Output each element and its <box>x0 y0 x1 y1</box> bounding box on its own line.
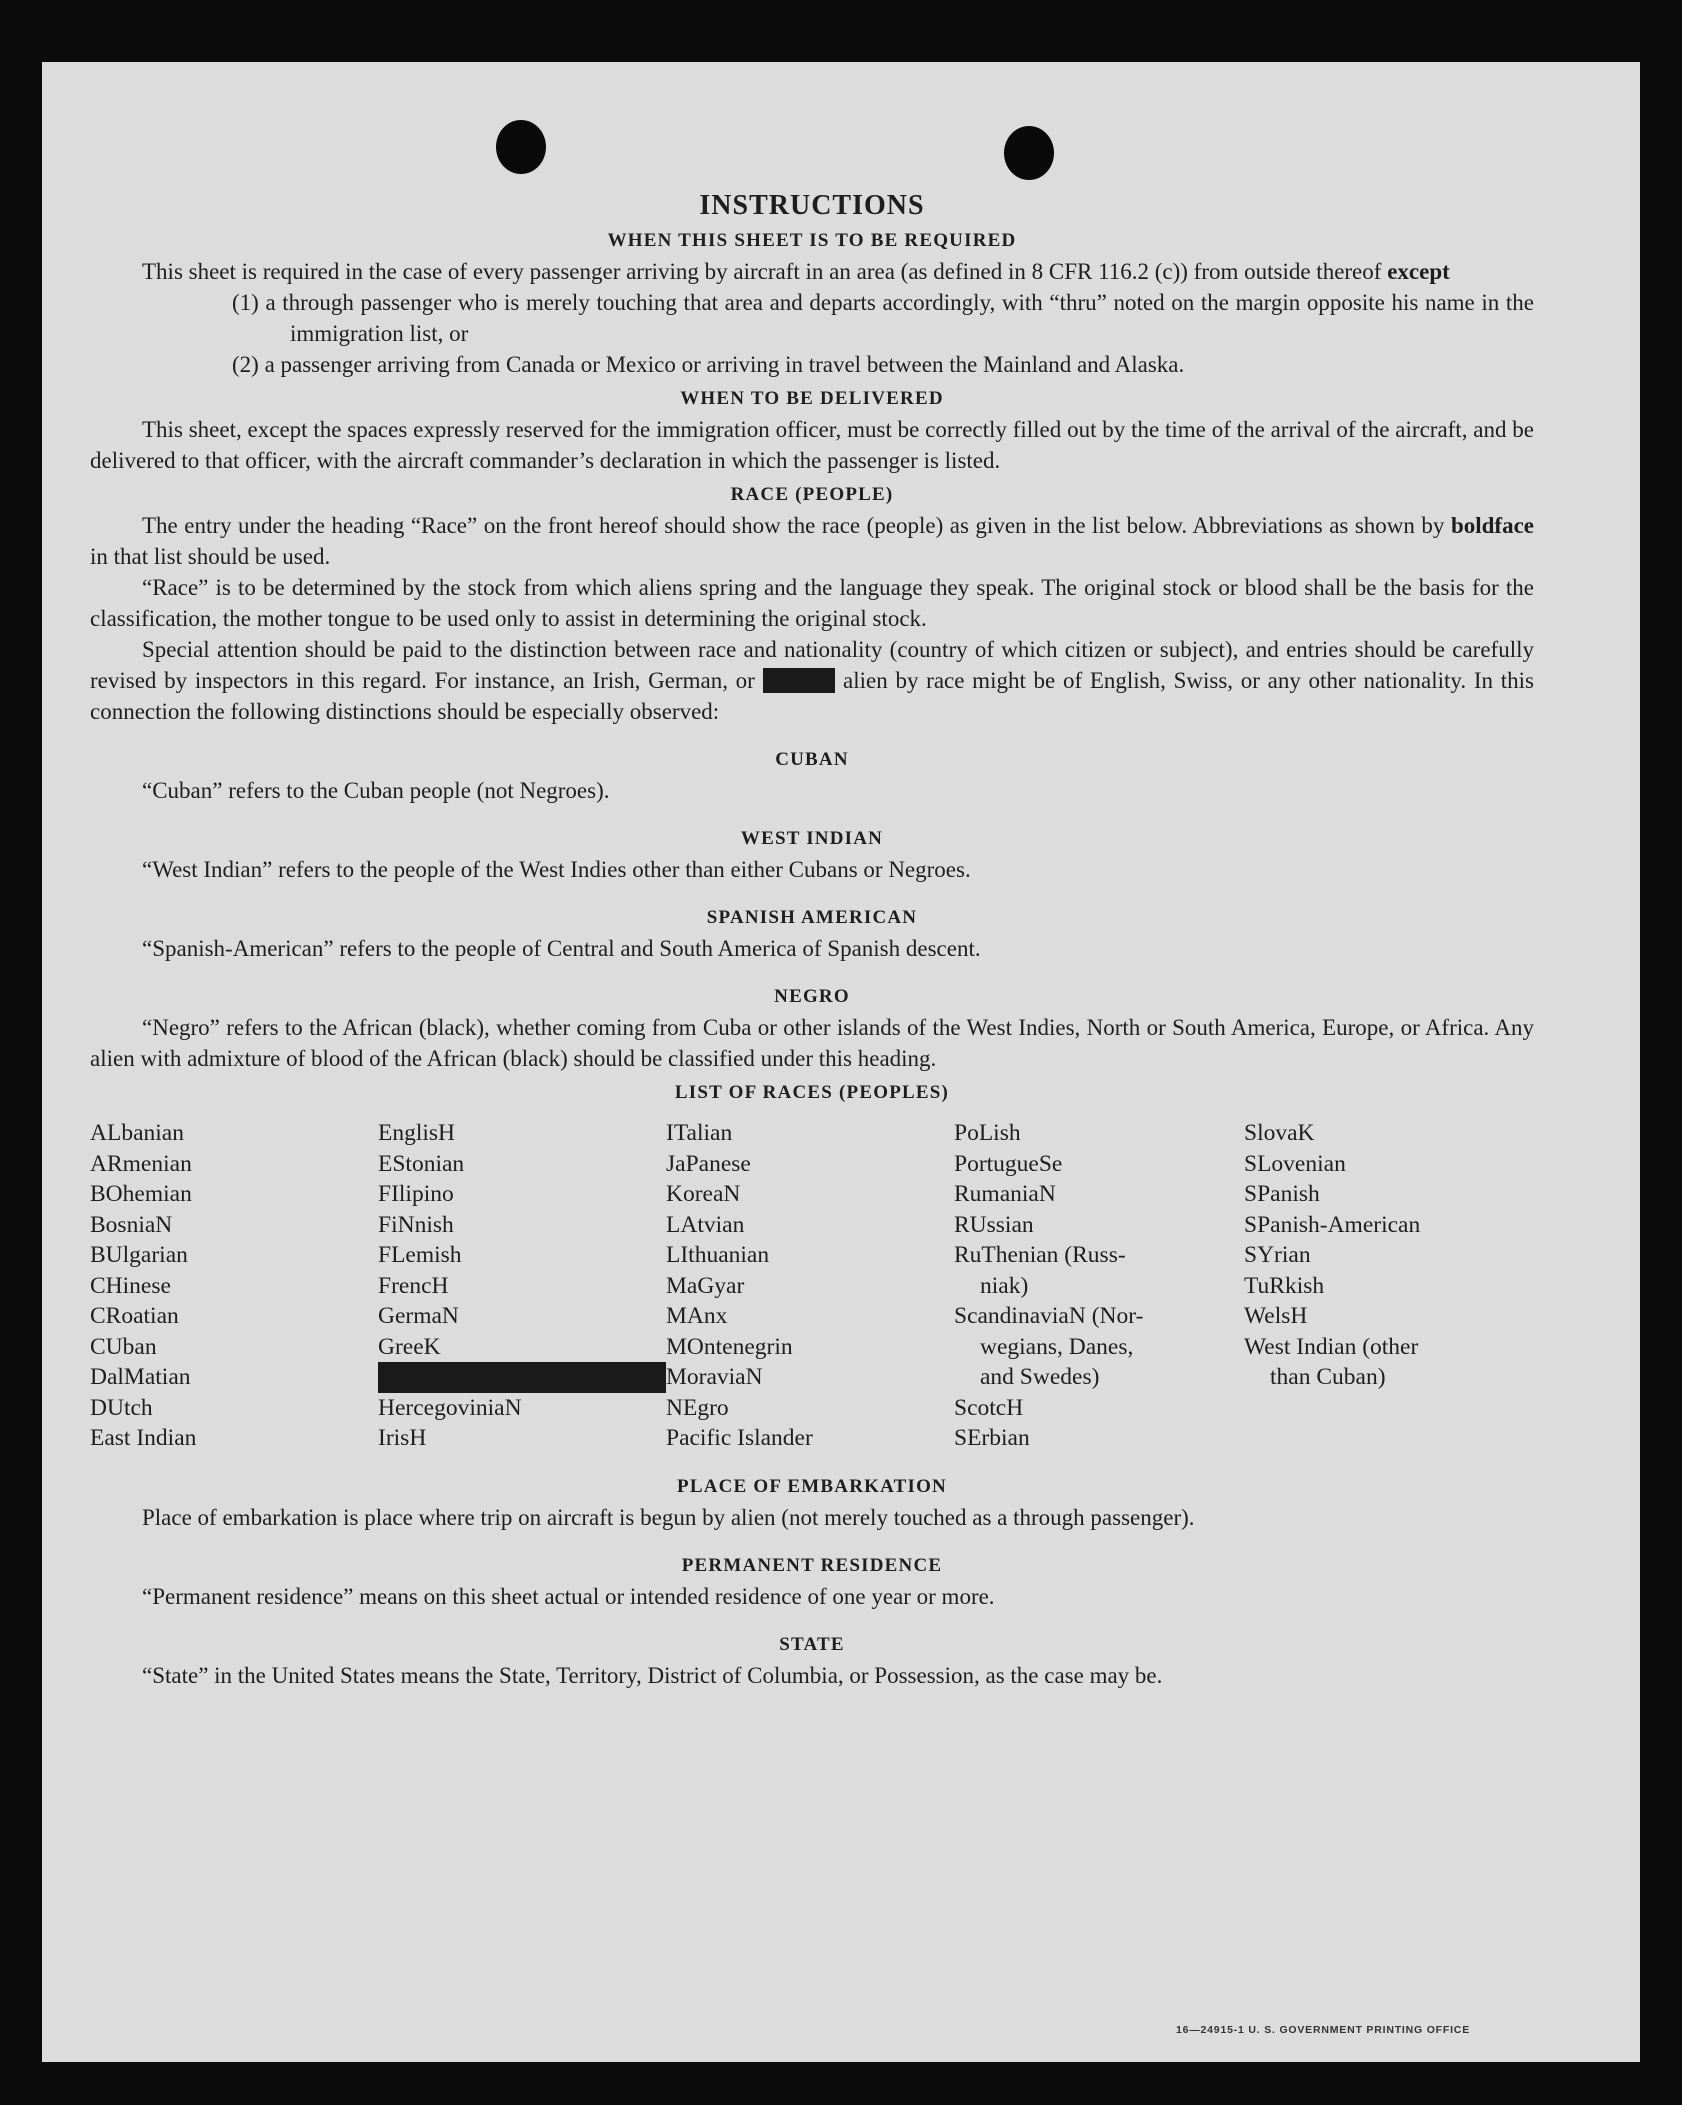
race-entry: DUtch <box>90 1394 153 1421</box>
heading-west-indian: WEST INDIAN <box>740 828 884 849</box>
spanish-american-text: “Spanish-American” refers to the people of Central and South America of Spanish descent. <box>142 936 981 961</box>
races-column-4 <box>954 1118 1244 1454</box>
race-entry: CRoatian <box>90 1303 179 1329</box>
exception-item-2: (2) a passenger arriving from Canada or Mexico or arriving in travel between the Mainland and Alaska. <box>232 352 1185 377</box>
negro-text: “Negro” refers to the African (black), whether coming from Cuba or other islands of the West Indies, North or South America, Europe, or Africa. Any alien with admixture of blood of the African (black) should be classified under this heading. <box>90 1015 1534 1071</box>
race-entry: CUban <box>90 1333 157 1360</box>
race-entry: BOhemian <box>90 1181 192 1207</box>
race-paragraph-1: The entry under the heading “Race” on the front hereof should show the race (people) as given in the list below. Abbreviations as shown by boldface in that list should be used. <box>90 513 1534 569</box>
race-entry: HercegoviniaN <box>378 1394 522 1421</box>
race-entry: BosniaN <box>90 1211 173 1238</box>
race-entry: PortugueSe <box>954 1150 1063 1177</box>
race-entry: than Cuban) <box>1270 1364 1386 1390</box>
race-entry: MoraviaN <box>666 1364 763 1390</box>
heading-when-delivered: WHEN TO BE DELIVERED <box>680 388 944 409</box>
race-entry: FLemish <box>378 1242 462 1268</box>
race-entry: ARmenian <box>90 1150 192 1177</box>
race-entry: MOntenegrin <box>666 1333 793 1360</box>
race-entry: FIlipino <box>378 1181 454 1207</box>
race-entry: GermaN <box>378 1303 459 1329</box>
when-delivered-text: This sheet, except the spaces expressly reserved for the immigration officer, must be correctly filled out by the time of the arrival of the aircraft, and be delivered to that officer, with the aircraft commander’s declaration in which the passenger is listed. <box>90 417 1534 473</box>
embarkation-text: Place of embarkation is place where trip on aircraft is begun by alien (not merely touched as a through passenger). <box>142 1504 1195 1530</box>
heading-permanent-residence: PERMANENT RESIDENCE <box>681 1554 943 1576</box>
race-entry: FiNnish <box>378 1211 454 1238</box>
race-entry: RumaniaN <box>954 1181 1056 1207</box>
races-column-2 <box>378 1118 666 1454</box>
race-entry: HEbrew <box>378 1362 666 1393</box>
race-entry: WelsH <box>1244 1303 1308 1329</box>
race-entry: SlovaK <box>1244 1120 1315 1146</box>
page-title: INSTRUCTIONS <box>699 190 925 221</box>
race-entry: West Indian (other <box>1244 1333 1419 1360</box>
punch-hole-right <box>1004 126 1054 180</box>
heading-embarkation: PLACE OF EMBARKATION <box>677 1475 947 1497</box>
cuban-text: “Cuban” refers to the Cuban people (not Negroes). <box>142 778 610 803</box>
race-entry: GreeK <box>378 1333 441 1360</box>
race-entry: RUssian <box>954 1211 1034 1238</box>
instructions-content <box>90 190 1534 1691</box>
race-entry: RuThenian (Russ- <box>954 1242 1126 1268</box>
heading-spanish-american: SPANISH AMERICAN <box>706 907 918 928</box>
printer-imprint: 16—24915-1 U. S. GOVERNMENT PRINTING OFFICE <box>1175 2024 1470 2036</box>
race-entry: SYrian <box>1244 1242 1311 1268</box>
race-entry: SPanish-American <box>1244 1211 1421 1238</box>
race-entry: Pacific Islander <box>666 1425 813 1451</box>
race-entry: LAtvian <box>666 1211 745 1238</box>
race-entry: SLovenian <box>1244 1150 1346 1177</box>
race-entry: TuRkish <box>1244 1272 1325 1299</box>
race-paragraph-2: “Race” is to be determined by the stock from which aliens spring and the language they speak. The original stock or blood shall be the basis for the classification, the mother tongue to be used only to assist in determining the original stock. <box>90 575 1534 631</box>
heading-cuban: CUBAN <box>775 749 849 770</box>
race-entry: EnglisH <box>378 1120 456 1146</box>
race-entry: JaPanese <box>666 1150 751 1177</box>
heading-list-of-races: LIST OF RACES (PEOPLES) <box>674 1082 950 1103</box>
race-entry: niak) <box>980 1272 1029 1299</box>
heading-state: STATE <box>779 1633 845 1655</box>
race-entry: East Indian <box>90 1425 197 1451</box>
race-entry: KoreaN <box>666 1181 741 1207</box>
race-entry: EStonian <box>378 1150 465 1177</box>
race-entry: ALbanian <box>90 1120 184 1146</box>
heading-race: RACE (PEOPLE) <box>730 484 894 505</box>
race-entry: MAnx <box>666 1303 728 1329</box>
struck-out-word: Hebrew <box>762 668 836 693</box>
race-entry: LIthuanian <box>666 1242 770 1268</box>
document-sheet <box>42 62 1640 2062</box>
race-entry: ITalian <box>666 1120 733 1146</box>
races-list <box>90 1118 1534 1454</box>
race-entry: ScotcH <box>954 1394 1024 1421</box>
race-paragraph-3: Special attention should be paid to the distinction between race and nationality (country of which citizen or subject), and entries should be carefully revised by inspectors in this regard. For instance, an Irish, German, or Hebrew alien by race might be of English, Swiss, or any other nationality. In this connection the following distinctions should be especially observed: <box>90 637 1534 724</box>
punch-hole-left <box>496 120 546 174</box>
race-entry: NEgro <box>666 1394 729 1421</box>
heading-when-required: WHEN THIS SHEET IS TO BE REQUIRED <box>607 230 1017 251</box>
races-column-3 <box>666 1118 954 1454</box>
heading-negro: NEGRO <box>774 986 850 1007</box>
races-column-5 <box>1244 1118 1534 1454</box>
race-entry: CHinese <box>90 1272 171 1299</box>
west-indian-text: “West Indian” refers to the people of the West Indies other than either Cubans or Negroes. <box>142 857 971 882</box>
race-entry: and Swedes) <box>980 1364 1100 1390</box>
race-entry: PoLish <box>954 1120 1021 1146</box>
race-entry: IrisH <box>378 1425 427 1451</box>
race-entry: MaGyar <box>666 1272 745 1299</box>
race-entry: DalMatian <box>90 1364 191 1390</box>
race-entry: SPanish <box>1244 1181 1320 1207</box>
state-text: “State” in the United States means the State, Territory, District of Columbia, or Possession, as the case may be. <box>142 1662 1163 1688</box>
when-required-text: This sheet is required in the case of every passenger arriving by aircraft in an area (as defined in 8 CFR 116.2 (c)) from outside thereof except <box>142 259 1450 284</box>
race-entry: wegians, Danes, <box>980 1333 1134 1360</box>
permanent-residence-text: “Permanent residence” means on this sheet actual or intended residence of one year or more. <box>142 1583 995 1609</box>
race-entry: FrencH <box>378 1272 449 1299</box>
race-entry: ScandinaviaN (Nor- <box>954 1303 1144 1329</box>
race-entry: SErbian <box>954 1425 1030 1451</box>
races-column-1 <box>90 1118 378 1454</box>
exception-item-1: (1) a through passenger who is merely touching that area and departs accordingly, with “thru” noted on the margin opposite his name in the immigration list, or <box>232 290 1534 346</box>
race-entry: BUlgarian <box>90 1242 188 1268</box>
